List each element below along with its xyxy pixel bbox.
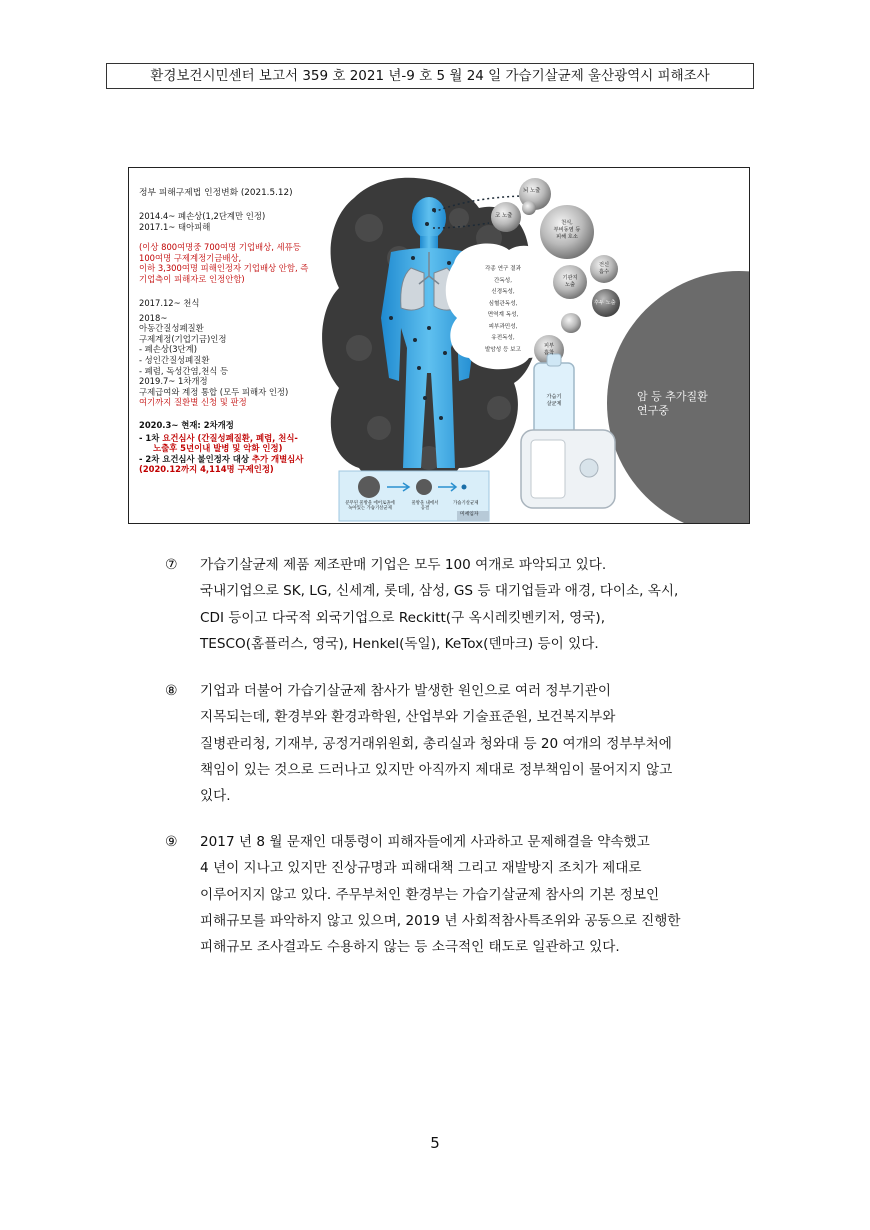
paragraph-line: 지목되는데, 환경부와 환경과학원, 산업부와 기술표준원, 보건복지부와 xyxy=(200,709,616,726)
bubble-airway-line: 노출 xyxy=(564,282,576,288)
flow-step2-label xyxy=(411,501,439,512)
policy-line: - 성인간질성폐질환 xyxy=(139,354,210,365)
paragraph-line: 피해규모 조사결과도 수용하지 않는 등 소극적인 태도로 일관하고 있다. xyxy=(200,939,620,956)
policy-line: 2019.7~ 1차개정 xyxy=(139,376,208,387)
bubble-small-2 xyxy=(522,201,536,215)
flow-step1-line: 녹아있는 가습기살균제 xyxy=(348,506,392,512)
paragraph-line: 책임이 있는 것으로 드러나고 있지만 아직까지 제대로 정부책임이 물어지지 않고 xyxy=(200,761,673,778)
paragraph-line: 질병관리청, 기재부, 공정거래위원회, 총리실과 청와대 등 20 여개의 정부부처에 xyxy=(200,735,672,752)
policy-lines-a xyxy=(139,211,265,232)
bubble-whole-line: 흡수 xyxy=(598,269,610,275)
policy-current xyxy=(139,420,303,475)
paragraph-line: 2017 년 8 월 문재인 대통령이 피해자들에게 사과하고 문제해결을 약속했고 xyxy=(200,834,650,850)
bubble-asthma-line: 피해 호소 xyxy=(556,234,578,240)
toxicity-item: 심혈관독성, xyxy=(488,300,518,307)
flow-source-label: 미세입자 xyxy=(460,512,479,517)
bottle-label xyxy=(543,394,565,408)
disease-label-line: 연구중 xyxy=(637,404,669,417)
policy-item2-red: 추가 개별심사 xyxy=(251,453,304,464)
toxicity-list xyxy=(462,264,544,356)
policy-title: 정부 피해구제법 인정변화 (2021.5.12) xyxy=(139,188,293,198)
paragraph-7 xyxy=(200,552,760,657)
policy-red-line: 여기까지 질환별 신청 및 판정 xyxy=(139,397,247,408)
humidifier-illustration xyxy=(521,354,615,508)
policy-red-line: 기업측이 피해자로 인정안함) xyxy=(139,273,245,284)
paragraph-9 xyxy=(200,829,760,960)
bubble-whole-label xyxy=(595,262,613,276)
policy-item2-black: 요건심사 불인정자 대상 xyxy=(162,453,249,464)
policy-line: 2017.12~ 천식 xyxy=(139,298,200,308)
policy-red-block xyxy=(139,242,308,284)
flow-step3-label: 가습기살균제 xyxy=(453,501,479,506)
infographic-figure xyxy=(128,167,750,524)
bubble-small-1 xyxy=(561,313,581,333)
toxicity-item: 유전독성, xyxy=(491,335,515,341)
policy-item1-red: 요건심사 (간질성폐질환, 폐렴, 천식- xyxy=(162,432,298,443)
policy-item3-red: (2020.12까지 4,114명 구제인정) xyxy=(139,464,274,475)
flow-droplet-1 xyxy=(358,476,380,498)
report-header xyxy=(106,63,754,89)
policy-lines-b xyxy=(139,298,288,408)
paragraph-line: 기업과 더불어 가습기살균제 참사가 발생한 원인으로 여러 정부기관이 xyxy=(200,683,612,699)
page-number: 5 xyxy=(430,1134,440,1152)
paragraph-line: CDI 등이고 다국적 외국기업으로 Reckitt(구 옥시레킷벤키저, 영국), xyxy=(200,609,606,626)
toxicity-item: 면역계 독성, xyxy=(487,312,519,318)
flow-step2-line: 응결 xyxy=(420,506,430,512)
bubble-brain-label: 뇌 노출 xyxy=(523,188,541,194)
policy-red-line: 100여명 구제계정기금배상, xyxy=(139,252,242,263)
bubble-nose-label: 코 노출 xyxy=(495,213,513,219)
paragraph-line: 있다. xyxy=(200,788,231,805)
flow-droplet-3 xyxy=(462,485,467,490)
bottle-label-line: 가습기 xyxy=(546,394,562,400)
paragraph-line: 국내기업으로 SK, LG, 신세계, 롯데, 삼성, GS 등 대기업들과 애경, 다이소, 옥시, xyxy=(200,583,679,600)
policy-line: - 폐손상(3단계) xyxy=(139,344,197,355)
paragraph-line: TESCO(홈플러스, 영국), Henkel(독일), KeTox(덴마크) 등이 있다. xyxy=(200,635,599,652)
policy-red-line: 이하 3,300여명 피해인정자 기업배상 안함, 즉 xyxy=(139,263,309,274)
policy-line: 2018~ xyxy=(139,312,168,323)
toxicity-item: 피부과민성, xyxy=(488,323,518,330)
toxicity-item: 각종 연구 결과 xyxy=(485,266,521,272)
policy-line: 구제계정(기업기금)인정 xyxy=(139,333,227,344)
paragraph-line: 4 년이 지나고 있지만 진상규명과 피해대책 그리고 재발방지 조치가 제대로 xyxy=(200,860,642,877)
policy-line: 2017.1~ 태아피해 xyxy=(139,221,211,232)
toxicity-item: 간독성, xyxy=(494,277,512,284)
bottle-label-line: 살균제 xyxy=(546,401,562,407)
flow-droplet-2 xyxy=(416,479,432,495)
report-header-title: 환경보건시민센터 보고서 359 호 2021 년-9 호 5 월 24 일 가습기살균제 울산광역시 피해조사 xyxy=(150,68,710,84)
bubble-skin-line: 피부 xyxy=(543,343,555,349)
bubble-asthma-line: 부비동염 등 xyxy=(553,227,581,233)
paragraph-line: 가습기살균제 제품 제조판매 기업은 모두 100 여개로 파악되고 있다. xyxy=(200,557,607,573)
bubble-asthma-line: 천식, xyxy=(561,220,573,226)
bubble-airway-label xyxy=(558,275,582,289)
disease-label xyxy=(637,390,708,418)
flow-step1-label xyxy=(343,501,397,512)
policy-line: 2014.4~ 폐손상(1,2단계만 인정) xyxy=(139,211,266,221)
policy-line: 구제급여와 계정 통합 (모두 피해자 인정) xyxy=(139,386,289,397)
flow-step2-line: 물방울 내에서 xyxy=(411,501,439,506)
policy-line: 아동간질성폐질환 xyxy=(139,323,204,334)
bubble-whole-line: 전신 xyxy=(598,262,610,268)
policy-item1-prefix: - 1차 xyxy=(139,432,160,443)
policy-item1-red2: 노출후 5년이내 발병 및 악화 인정) xyxy=(153,443,283,454)
bubble-throat-label: 후두 노출 xyxy=(594,300,616,306)
toxicity-item: 신경독성, xyxy=(491,289,515,295)
toxicity-item: 발암성 등 보고 xyxy=(485,346,521,353)
disease-label-line: 암 등 추가질환 xyxy=(637,390,708,403)
paragraph-line: 피해규모를 파악하지 않고 있으며, 2019 년 사회적참사특조위와 공동으로 진행한 xyxy=(200,912,681,929)
paragraph-9-marker: ⑨ xyxy=(165,834,178,850)
paragraph-8-marker: ⑧ xyxy=(165,683,178,699)
bubble-airway-line: 기관지 xyxy=(562,275,578,281)
policy-red-line: (이상 800여명중 700여명 기업배상, 세퓨등 xyxy=(139,242,301,252)
bubble-asthma-label xyxy=(549,220,585,241)
policy-item2-prefix: - 2차 xyxy=(139,453,160,464)
paragraph-line: 이루어지지 않고 있다. 주무부처인 환경부는 가습기살균제 참사의 기본 정보인 xyxy=(200,886,660,903)
bubble-skin-line: 흡착 xyxy=(543,350,555,356)
policy-current-title: 2020.3~ 현재: 2차개정 xyxy=(139,420,234,430)
flow-step1-line: 분무된 물방울 에어로졸에 xyxy=(345,501,395,506)
paragraph-7-marker: ⑦ xyxy=(165,557,178,573)
policy-line: - 폐렴, 독성간염,천식 등 xyxy=(139,365,229,376)
paragraph-8 xyxy=(200,678,760,809)
